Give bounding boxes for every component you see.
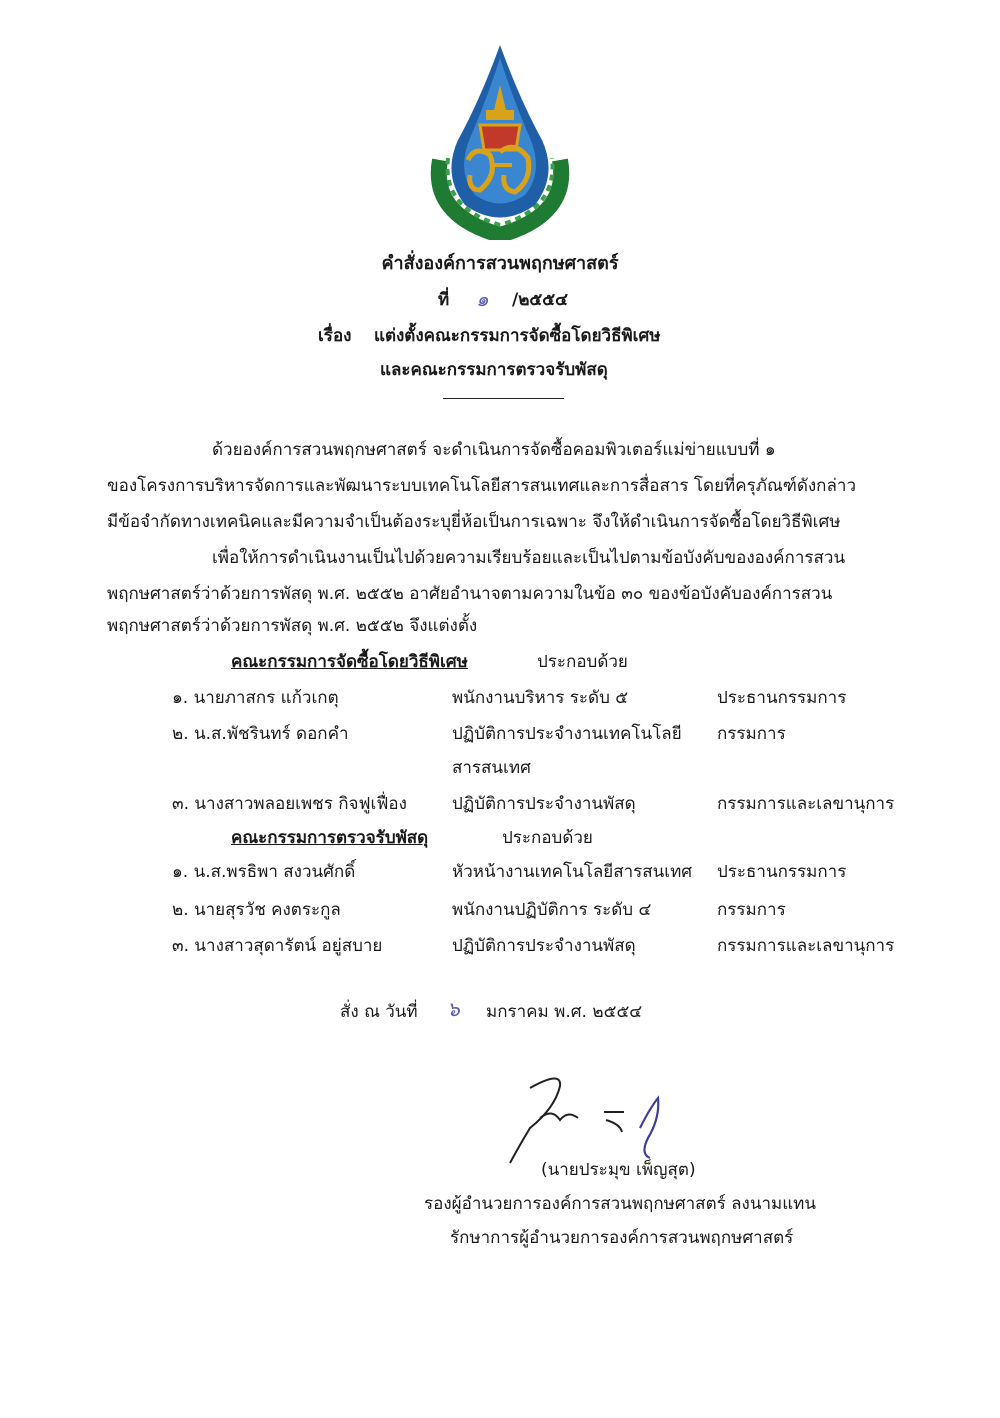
committee-2-member-position: พนักงานปฏิบัติการ ระดับ ๔ (452, 900, 652, 920)
committee-2-member-role: กรรมการและเลขานุการ (717, 936, 895, 956)
committee-1-heading: คณะกรรมการจัดซื้อโดยวิธีพิเศษ (231, 652, 468, 672)
committee-1-member-name: ๑. นายภาสกร แก้วเกตุ (172, 688, 339, 708)
order-date-rest: มกราคม พ.ศ. ๒๕๕๔ (486, 1002, 643, 1022)
committee-1-member-role: กรรมการและเลขานุการ (717, 794, 895, 814)
subject-line-2: และคณะกรรมการตรวจรับพัสดุ (380, 360, 608, 380)
committee-2-member-role: กรรมการ (717, 900, 786, 920)
committee-1-member-role: กรรมการ (717, 724, 786, 744)
committee-2-member-name: ๒. นายสุรวัช คงตระกูล (172, 900, 341, 920)
committee-2-member-position: หัวหน้างานเทคโนโลยีสารสนเทศ (452, 862, 693, 882)
order-number-year: /๒๕๕๔ (512, 290, 569, 310)
order-number-value: ๑ (476, 287, 489, 311)
committee-1-member-name: ๒. น.ส.พัชรินทร์ ดอกคำ (172, 724, 349, 744)
committee-1-member-role: ประธานกรรมการ (717, 688, 847, 708)
committee-2-heading: คณะกรรมการตรวจรับพัสดุ (231, 828, 429, 848)
handwritten-signature (500, 1068, 720, 1168)
committee-1-member-position-cont: สารสนเทศ (452, 758, 531, 778)
paragraph-1-line-3: มีข้อจำกัดทางเทคนิคและมีความจำเป็นต้องระบุยี่ห้อเป็นการเฉพาะ จึงให้ดำเนินการจัดซื้อโดยวิธีพิเศษ (107, 512, 841, 532)
committee-2-member-position: ปฏิบัติการประจำงานพัสดุ (452, 936, 636, 956)
title-divider (443, 398, 564, 399)
signatory-title-2: รักษาการผู้อำนวยการองค์การสวนพฤกษศาสตร์ (450, 1228, 794, 1248)
document-title: คำสั่งองค์การสวนพฤกษศาสตร์ (381, 253, 619, 274)
committee-1-member-position: ปฏิบัติการประจำงานเทคโนโลยี (452, 724, 682, 744)
signatory-name: (นายประมุข เพ็ญสุต) (541, 1160, 696, 1180)
committee-2-suffix: ประกอบด้วย (502, 828, 593, 848)
committee-2-member-name: ๓. นางสาวสุดารัตน์ อยู่สบาย (172, 936, 383, 956)
order-date-prefix: สั่ง ณ วันที่ (340, 1002, 418, 1022)
subject-line-1: แต่งตั้งคณะกรรมการจัดซื้อโดยวิธีพิเศษ (374, 326, 661, 346)
committee-1-member-name: ๓. นางสาวพลอยเพชร กิจฟูเฟื่อง (172, 794, 407, 814)
organization-logo (420, 40, 580, 240)
order-number-label: ที่ (438, 290, 450, 310)
signatory-title-1: รองผู้อำนวยการองค์การสวนพฤกษศาสตร์ ลงนามแทน (424, 1194, 817, 1214)
committee-2-member-name: ๑. น.ส.พรธิพา สงวนศักดิ์ (172, 862, 356, 882)
paragraph-2-line-1: เพื่อให้การดำเนินงานเป็นไปด้วยความเรียบร้อยและเป็นไปตามข้อบังคับขององค์การสวน (212, 548, 846, 568)
order-date-day: ๖ (447, 997, 460, 1021)
paragraph-1-line-2: ของโครงการบริหารจัดการและพัฒนาระบบเทคโนโลยีสารสนเทศและการสื่อสาร โดยที่ครุภัณฑ์ดังกล่าว (107, 476, 856, 496)
paragraph-2-line-2: พฤกษศาสตร์ว่าด้วยการพัสดุ พ.ศ. ๒๕๕๒ อาศัยอำนาจตามความในข้อ ๓๐ ของข้อบังคับองค์การสวน (107, 584, 833, 604)
paragraph-1-line-1: ด้วยองค์การสวนพฤกษศาสตร์ จะดำเนินการจัดซื้อคอมพิวเตอร์แม่ข่ายแบบที่ ๑ (212, 440, 776, 460)
committee-1-suffix: ประกอบด้วย (537, 652, 628, 672)
committee-2-member-role: ประธานกรรมการ (717, 862, 847, 882)
committee-1-member-position: พนักงานบริหาร ระดับ ๕ (452, 688, 629, 708)
committee-1-member-position: ปฏิบัติการประจำงานพัสดุ (452, 794, 636, 814)
paragraph-2-line-3: พฤกษศาสตร์ว่าด้วยการพัสดุ พ.ศ. ๒๕๕๒ จึงแต่งตั้ง (107, 616, 478, 636)
subject-label: เรื่อง (318, 326, 352, 346)
